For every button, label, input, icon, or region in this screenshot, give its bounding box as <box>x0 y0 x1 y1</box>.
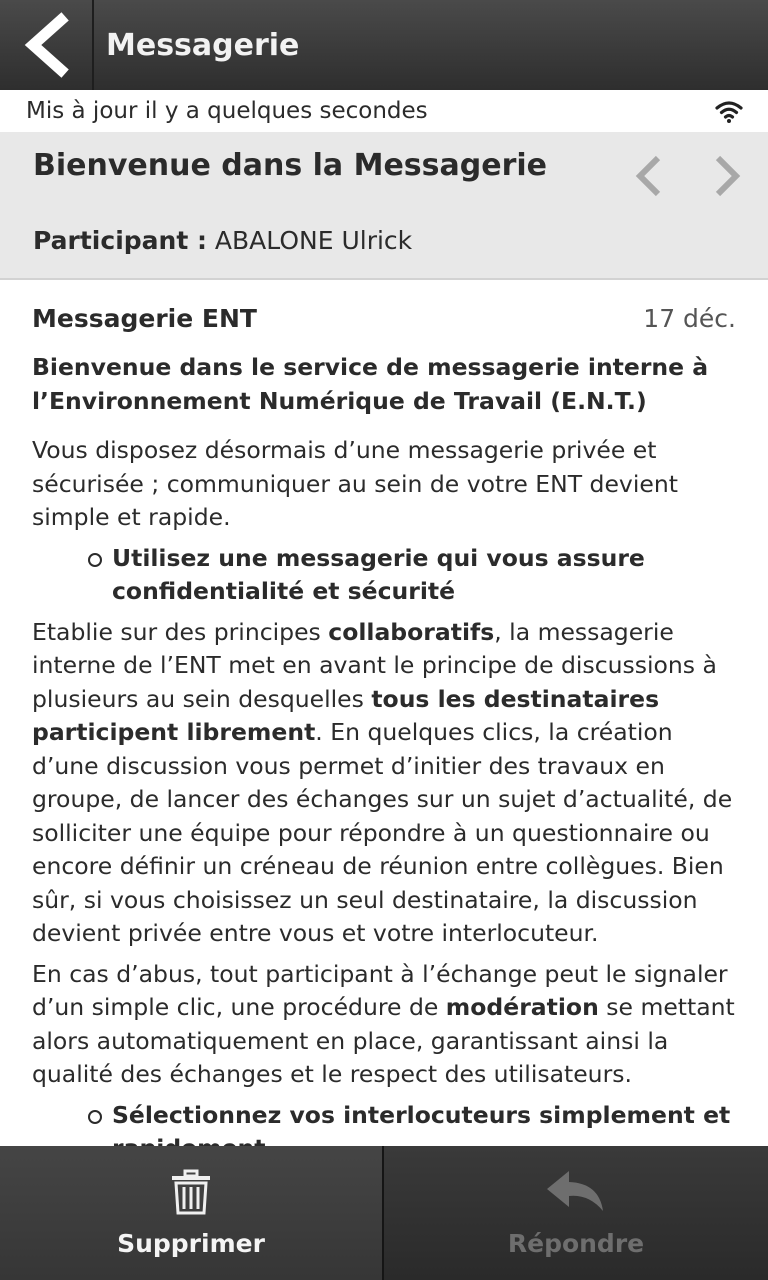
top-app-bar <box>0 0 768 90</box>
participant-name: ABALONE Ulrick <box>206 226 413 255</box>
trash-icon <box>170 1169 212 1215</box>
action-bar <box>0 1146 768 1280</box>
sync-status-bar <box>0 90 768 132</box>
message-date: 17 déc. <box>643 304 736 333</box>
bold-text: collaboratifs <box>328 617 495 646</box>
delete-button-label: Supprimer <box>117 1228 265 1258</box>
reply-icon <box>545 1169 607 1215</box>
reply-button[interactable] <box>384 1146 768 1280</box>
message-sender: Messagerie ENT <box>32 304 257 333</box>
message-content[interactable] <box>0 282 768 1146</box>
message-paragraph <box>32 616 736 951</box>
app-title: Messagerie <box>106 27 300 63</box>
message-subject: Bienvenue dans le service de messagerie interne à l’Environnement Numérique de Travail (E.N.T.) <box>32 353 709 415</box>
wifi-icon <box>714 99 744 123</box>
text-run: se mettant alors automatiquement en place, garantissant ainsi la qualité des échanges et le respect des utilisateurs. <box>32 993 735 1088</box>
bullet-item: Sélectionnez vos interlocuteurs simplement et <box>32 1099 736 1165</box>
text-run: , la messagerie interne de l’ENT met en avant le principe de discussions à plusieurs au sein desquelles <box>32 617 717 713</box>
message-header <box>32 304 736 333</box>
chevron-left-icon <box>23 14 69 76</box>
reply-button-label: Répondre <box>507 1228 645 1258</box>
delete-button[interactable] <box>0 1146 384 1280</box>
bold-text: modération <box>445 993 599 1021</box>
message-body <box>32 351 736 1165</box>
text-run: En cas d’abus, tout participant à l’échange peut le signaler d’un simple clic, une procédure de <box>32 959 728 1021</box>
message-paragraph <box>32 958 736 1092</box>
message-navigation <box>634 154 742 198</box>
participant-label: Participant : <box>33 226 207 255</box>
sync-status-text: Mis à jour il y a quelques secondes <box>26 98 428 124</box>
message-paragraph: Vous disposez désormais d’une messagerie privée et sécurisée ; communiquer au sein de votre ENT devient simple et rapide. <box>32 436 678 531</box>
text-run: Etablie sur des principes <box>32 617 329 646</box>
back-button[interactable] <box>0 0 94 90</box>
next-message-button[interactable] <box>712 154 742 198</box>
bullet-item: Utilisez une messagerie qui vous assure confidentialité et sécurité <box>32 542 736 608</box>
previous-message-button[interactable] <box>634 154 664 198</box>
conversation-title: Bienvenue dans la Messagerie <box>33 148 548 183</box>
participant-line <box>33 226 412 255</box>
bullet-list <box>32 542 736 608</box>
bold-text: tous les destinataires participent librement <box>32 684 660 746</box>
text-run: . En quelques clics, la création d’une discussion vous permet d’initier des travaux en groupe, de lancer des échanges sur un sujet d’actualité, de solliciter une équipe pour répondre à un questionnaire ou encore définir un créneau de réunion entre collègues. Bien sûr, si vous choisissez un seul destinataire, la discussion devient privée entre vous et votre interlocuteur. <box>32 718 733 947</box>
